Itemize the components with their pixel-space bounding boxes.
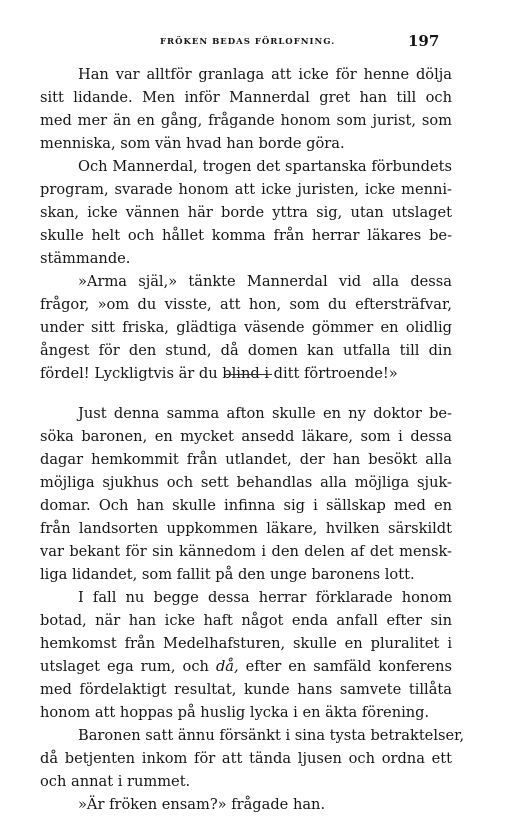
text-line: ångest för den stund, då domen kan utfalla till din <box>40 342 452 359</box>
text-line: då betjenten inkom för att tända ljusen och ordna ett <box>40 750 452 767</box>
text-line: skan, icke vännen här borde yttra sig, utan utslaget <box>40 204 452 221</box>
text-line: och annat i rummet. <box>40 773 191 790</box>
text-line: Han var alltför granlaga att icke för henne dölja <box>78 66 452 83</box>
text-line: botad, när han icke haft något enda anfall efter sin <box>40 612 452 629</box>
text-line: med mer än en gång, frågande honom som jurist, som <box>40 112 452 129</box>
text-segment: efter en samfäld konferens <box>238 658 452 675</box>
text-line: honom att hoppas på huslig lycka i en äkta förening. <box>40 704 430 721</box>
text-line: Just denna samma afton skulle en ny doktor be- <box>78 405 452 422</box>
text-line: dagar hemkommit från utlandet, der han besökt alla <box>40 451 452 468</box>
text-line: »Arma själ,» tänkte Mannerdal vid alla dessa <box>78 273 452 290</box>
text-line: med fördelaktigt resultat, kunde hans samvete tillåta <box>40 681 452 698</box>
text-line: fördel! Lyckligtvis är du blind i ditt förtroende!» <box>40 365 398 382</box>
text-line: sitt lidande. Men inför Mannerdal gret han till och <box>40 89 452 106</box>
text-line: var bekant för sin kännedom i den delen af det mensk- <box>40 543 452 560</box>
text-line: från landsorten uppkommen läkare, hvilken särskildt <box>40 520 452 537</box>
text-line: domar. Och han skulle infinna sig i sällskap med en <box>40 497 452 514</box>
page-number: 197 <box>408 32 440 50</box>
text-line: liga lidandet, som fallit på den unge baronens lott. <box>40 566 415 583</box>
text-line <box>40 655 452 678</box>
text-line: söka baronen, en mycket ansedd läkare, som i dessa <box>40 428 452 445</box>
text-line: under sitt friska, glädtiga väsende gömmer en olidlig <box>40 319 452 336</box>
text-line: Baronen satt ännu försänkt i sina tysta betraktelser, <box>78 727 465 744</box>
section-divider <box>225 374 272 375</box>
text-segment: utslaget ega rum, och <box>40 658 216 675</box>
text-line: möjliga sjukhus och sett behandlas alla möjliga sjuk- <box>40 474 452 491</box>
emphasis-text: då, <box>215 658 239 675</box>
running-head <box>0 32 520 52</box>
text-line: I fall nu begge dessa herrar förklarade honom <box>78 589 452 606</box>
text-line: Och Mannerdal, trogen det spartanska förbundets <box>78 158 452 175</box>
text-line: menniska, som vän hvad han borde göra. <box>40 135 345 152</box>
text-line: »Är fröken ensam?» frågade han. <box>78 796 326 813</box>
text-line: program, svarade honom att icke juristen, icke menni- <box>40 181 452 198</box>
text-line: stämmande. <box>40 250 131 267</box>
running-title: FRÖKEN BEDAS FÖRLOFNING. <box>160 37 336 47</box>
text-line: skulle helt och hållet komma från herrar läkares be- <box>40 227 452 244</box>
text-line: hemkomst från Medelhafsturen, skulle en pluralitet i <box>40 635 452 652</box>
text-line: frågor, »om du visste, att hon, som du eftersträfvar, <box>40 296 452 313</box>
